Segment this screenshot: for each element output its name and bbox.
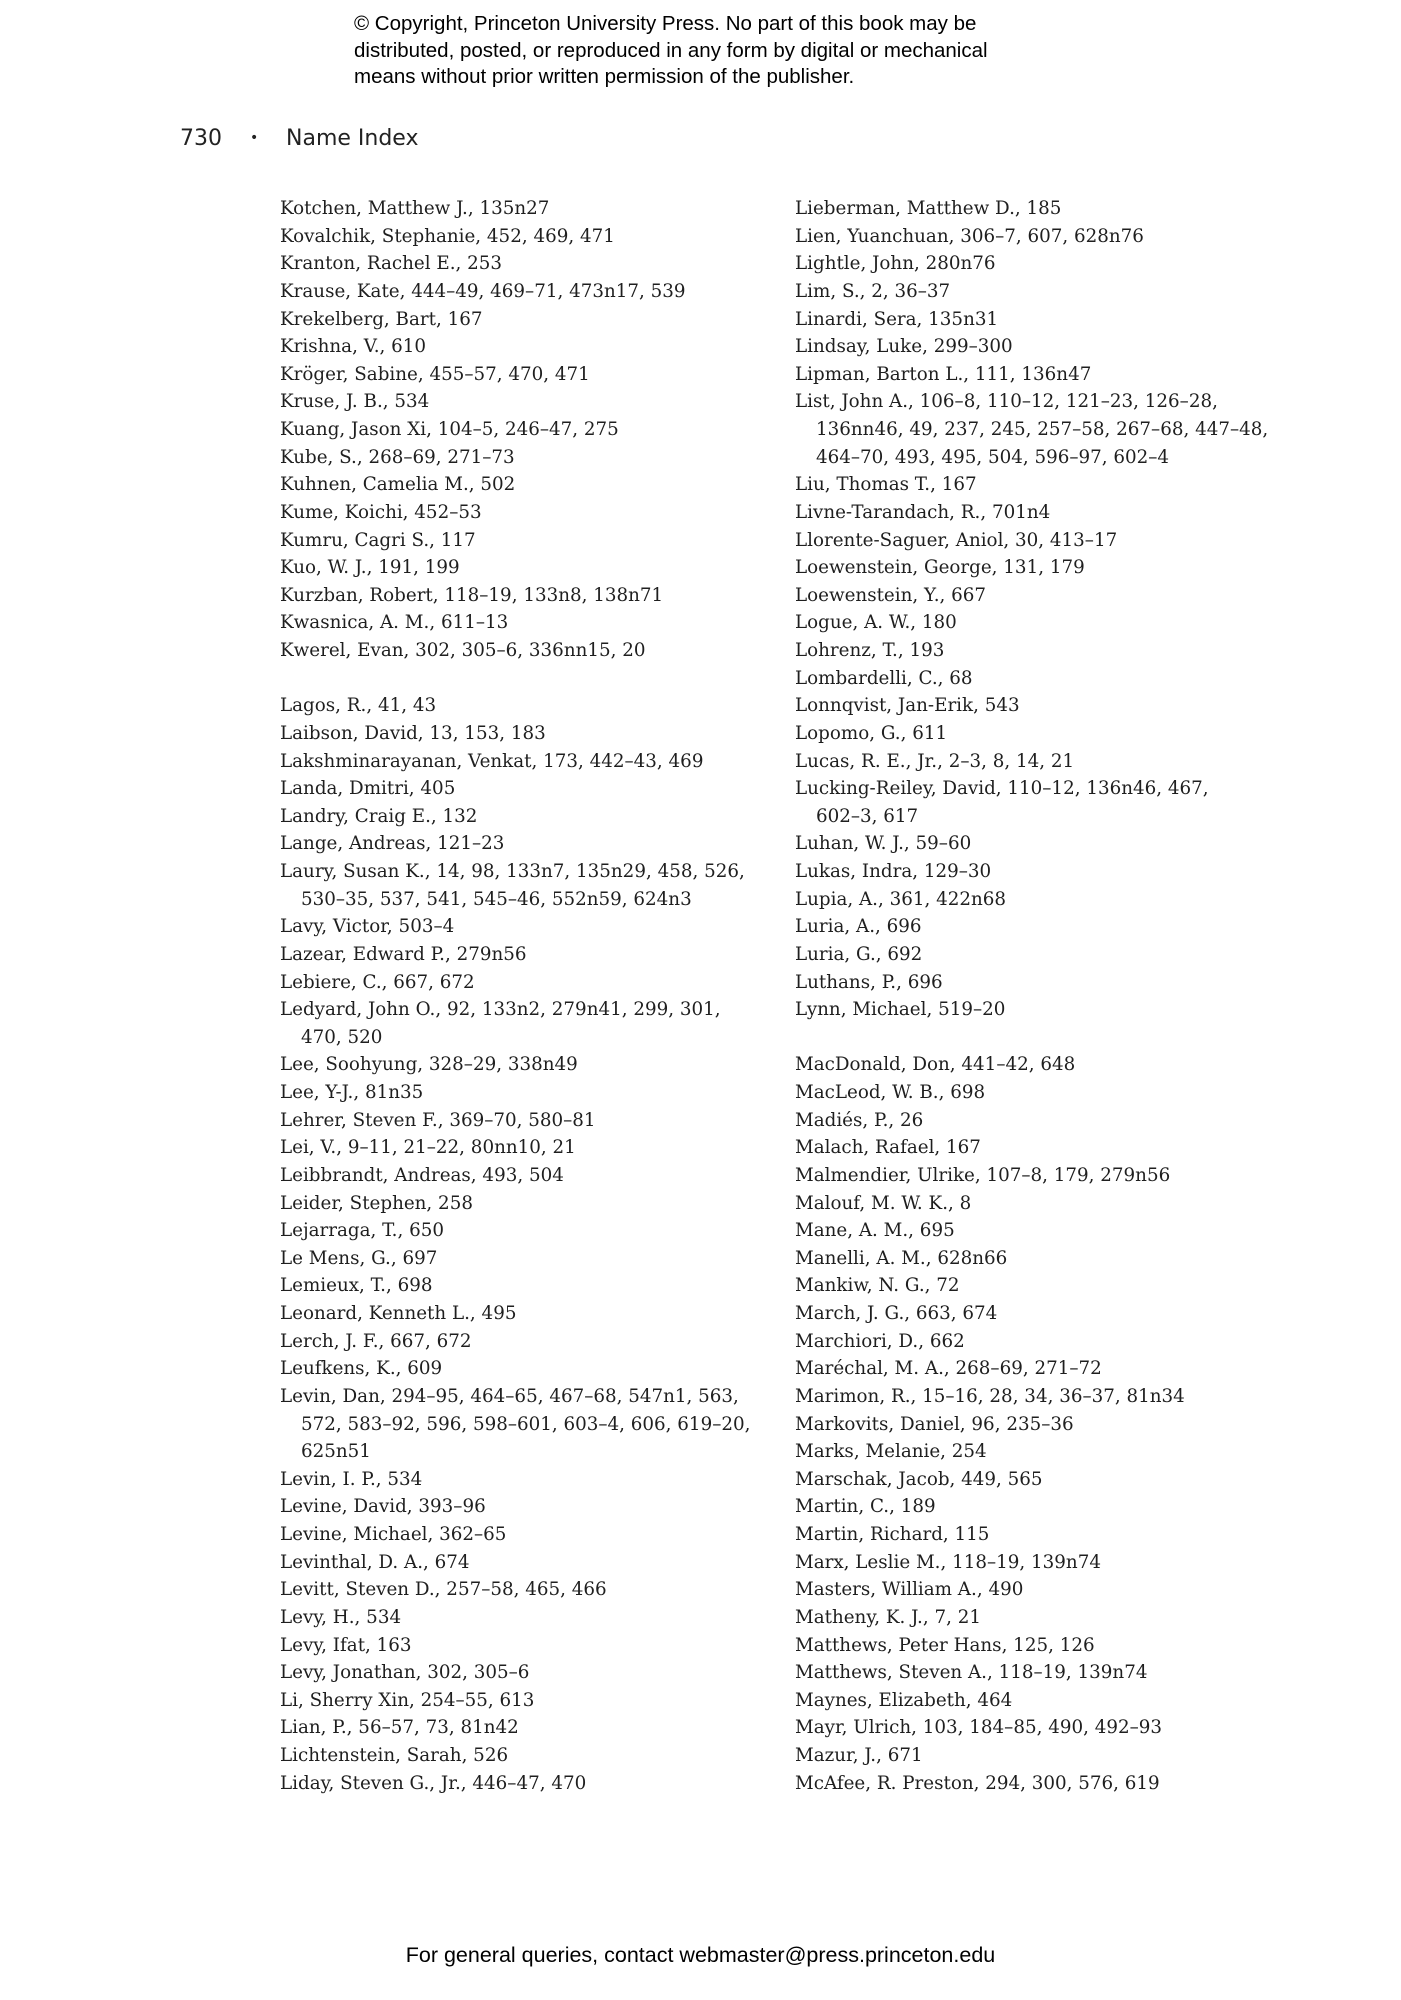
index-entry xyxy=(280,361,780,389)
index-entry xyxy=(795,1079,1295,1107)
index-entry-line: Lei, V., 9–11, 21–22, 80nn10, 21 xyxy=(280,1137,576,1159)
index-entry xyxy=(280,582,780,610)
index-entry xyxy=(280,1134,780,1162)
index-entry xyxy=(795,1272,1295,1300)
index-entry-line: Loewenstein, George, 131, 179 xyxy=(795,557,1085,579)
index-entry xyxy=(280,969,780,997)
index-entry xyxy=(280,1383,780,1466)
index-entry xyxy=(795,692,1295,720)
index-entry xyxy=(280,1687,780,1715)
index-entry xyxy=(795,996,1295,1024)
index-entry xyxy=(795,886,1295,914)
index-entry-line: Kwerel, Evan, 302, 305–6, 336nn15, 20 xyxy=(280,640,646,661)
index-entry-line: Marchiori, D., 662 xyxy=(795,1330,965,1352)
index-entry-line: Lakshminarayanan, Venkat, 173, 442–43, 469 xyxy=(280,750,704,772)
index-entry-line: Levin, Dan, 294–95, 464–65, 467–68, 547n1, 563, xyxy=(280,1385,739,1407)
index-entry xyxy=(795,830,1295,858)
index-entry xyxy=(280,223,780,251)
index-entry-line: Kwasnica, A. M., 611–13 xyxy=(280,612,509,634)
index-entry-line: Luthans, P., 696 xyxy=(795,971,943,993)
index-entry-line: Leonard, Kenneth L., 495 xyxy=(280,1303,517,1324)
index-entry-line: Madiés, P., 26 xyxy=(795,1109,924,1131)
index-entry-line: Malmendier, Ulrike, 107–8, 179, 279n56 xyxy=(795,1164,1171,1186)
index-entry-line: Lejarraga, T., 650 xyxy=(280,1220,444,1242)
index-entry xyxy=(280,1245,780,1273)
index-entry-line: Maynes, Elizabeth, 464 xyxy=(795,1689,1013,1711)
index-entry xyxy=(280,1659,780,1687)
index-entry-line: Lohrenz, T., 193 xyxy=(795,640,945,661)
index-entry xyxy=(280,1355,780,1383)
index-entry-line: Martin, Richard, 115 xyxy=(795,1524,990,1545)
index-entry-line: Mane, A. M., 695 xyxy=(795,1220,955,1242)
index-entry-line: Li, Sherry Xin, 254–55, 613 xyxy=(280,1689,535,1711)
index-entry xyxy=(795,223,1295,251)
index-entry-line: Levine, Michael, 362–65 xyxy=(280,1524,507,1545)
index-entry xyxy=(280,637,780,665)
index-column-left xyxy=(280,195,780,1797)
index-entry-line: Lynn, Michael, 519–20 xyxy=(795,999,1006,1021)
index-entry-line: Lightle, John, 280n76 xyxy=(795,253,996,275)
index-entry-line: Lehrer, Steven F., 369–70, 580–81 xyxy=(280,1109,596,1131)
index-entry xyxy=(280,1272,780,1300)
index-entry-line: Lerch, J. F., 667, 672 xyxy=(280,1330,472,1352)
index-entry xyxy=(280,830,780,858)
index-entry-line: Luria, G., 692 xyxy=(795,943,923,965)
index-entry-line: Levy, Ifat, 163 xyxy=(280,1634,412,1656)
index-entry xyxy=(795,1355,1295,1383)
index-entry xyxy=(795,554,1295,582)
index-entry xyxy=(280,1051,780,1079)
index-entry xyxy=(795,1493,1295,1521)
index-entry xyxy=(795,250,1295,278)
index-entry-line: Lim, S., 2, 36–37 xyxy=(795,280,951,302)
index-entry xyxy=(280,554,780,582)
index-entry xyxy=(280,1521,780,1549)
index-entry xyxy=(280,1632,780,1660)
index-entry xyxy=(280,306,780,334)
index-entry-line: Lipman, Barton L., 111, 136n47 xyxy=(795,363,1092,385)
index-entry-line: Kotchen, Matthew J., 135n27 xyxy=(280,198,550,219)
index-entry xyxy=(280,803,780,831)
index-entry-line: Lebiere, C., 667, 672 xyxy=(280,971,475,993)
index-entry-line: Kranton, Rachel E., 253 xyxy=(280,253,503,275)
index-entry-line: 464–70, 493, 495, 504, 596–97, 602–4 xyxy=(816,446,1170,468)
index-entry-line: Martin, C., 189 xyxy=(795,1496,936,1518)
index-entry-line: Lian, P., 56–57, 73, 81n42 xyxy=(280,1717,519,1739)
index-entry-line: Lupia, A., 361, 422n68 xyxy=(795,888,1007,910)
index-entry xyxy=(280,1217,780,1245)
index-entry xyxy=(280,278,780,306)
index-entry-line: 602–3, 617 xyxy=(816,805,919,827)
index-entry-line: Kuo, W. J., 191, 199 xyxy=(280,557,460,579)
index-entry-line: Laury, Susan K., 14, 98, 133n7, 135n29, 458, 526, xyxy=(280,861,745,882)
index-entry-line: Levin, I. P., 534 xyxy=(280,1468,423,1490)
index-entry xyxy=(795,195,1295,223)
copyright-line: means without prior written permission of the publisher. xyxy=(354,65,855,88)
index-entry-line: Ledyard, John O., 92, 133n2, 279n41, 299, 301, xyxy=(280,999,721,1021)
index-entry-line: Matthews, Peter Hans, 125, 126 xyxy=(795,1634,1095,1656)
index-entry xyxy=(280,499,780,527)
index-entry-line: 470, 520 xyxy=(301,1026,383,1048)
index-entry xyxy=(795,1134,1295,1162)
index-entry-line: Mazur, J., 671 xyxy=(795,1745,923,1766)
index-entry-line: Liday, Steven G., Jr., 446–47, 470 xyxy=(280,1772,587,1794)
index-entry xyxy=(795,527,1295,555)
index-entry xyxy=(280,1328,780,1356)
index-entry xyxy=(280,195,780,223)
index-entry xyxy=(795,1300,1295,1328)
index-entry-line: Logue, A. W., 180 xyxy=(795,612,957,634)
index-entry xyxy=(280,1493,780,1521)
index-entry-line: Marschak, Jacob, 449, 565 xyxy=(795,1468,1043,1490)
index-entry xyxy=(795,941,1295,969)
index-entry-line: Marks, Melanie, 254 xyxy=(795,1441,987,1463)
index-entry xyxy=(280,1714,780,1742)
index-entry-line: Kuhnen, Camelia M., 502 xyxy=(280,474,516,496)
index-entry xyxy=(795,1632,1295,1660)
index-entry xyxy=(280,692,780,720)
index-entry-line: Lazear, Edward P., 279n56 xyxy=(280,943,527,965)
index-entry-line: Marimon, R., 15–16, 28, 34, 36–37, 81n34 xyxy=(795,1385,1185,1407)
index-entry-line: Kuang, Jason Xi, 104–5, 246–47, 275 xyxy=(280,419,619,440)
index-entry xyxy=(795,720,1295,748)
index-entry xyxy=(795,1217,1295,1245)
index-entry-line: Le Mens, G., 697 xyxy=(280,1247,438,1269)
index-entry-line: Lange, Andreas, 121–23 xyxy=(280,833,505,855)
section-title: Name Index xyxy=(286,126,419,151)
index-entry-line: Lien, Yuanchuan, 306–7, 607, 628n76 xyxy=(795,225,1144,247)
index-entry xyxy=(280,858,780,913)
index-entry-line: Leufkens, K., 609 xyxy=(280,1358,443,1380)
index-entry xyxy=(795,609,1295,637)
index-entry xyxy=(280,1162,780,1190)
index-entry-line: MacDonald, Don, 441–42, 648 xyxy=(795,1054,1076,1076)
index-entry-line: March, J. G., 663, 674 xyxy=(795,1303,998,1324)
index-entry xyxy=(795,1770,1295,1798)
index-entry xyxy=(795,1521,1295,1549)
index-entry xyxy=(795,1162,1295,1190)
index-entry xyxy=(795,1466,1295,1494)
index-entry-line: Lee, Soohyung, 328–29, 338n49 xyxy=(280,1054,578,1076)
index-entry xyxy=(280,748,780,776)
copyright-notice xyxy=(354,11,1074,91)
index-entry-line: Loewenstein, Y., 667 xyxy=(795,584,987,606)
index-entry xyxy=(280,1604,780,1632)
index-entry xyxy=(795,1742,1295,1770)
index-entry-line: Lagos, R., 41, 43 xyxy=(280,695,437,717)
index-entry-line: Lindsay, Luke, 299–300 xyxy=(795,336,1013,358)
index-entry-line: Luhan, W. J., 59–60 xyxy=(795,833,972,855)
index-entry-line: Luria, A., 696 xyxy=(795,916,922,938)
index-entry-line: Krishna, V., 610 xyxy=(280,336,427,358)
index-entry xyxy=(280,775,780,803)
index-entry-line: Krause, Kate, 444–49, 469–71, 473n17, 539 xyxy=(280,280,686,302)
index-entry xyxy=(280,609,780,637)
index-entry xyxy=(280,1576,780,1604)
index-entry-line: Levinthal, D. A., 674 xyxy=(280,1551,470,1573)
index-entry-line: Kume, Koichi, 452–53 xyxy=(280,501,482,523)
index-entry-line: Matheny, K. J., 7, 21 xyxy=(795,1606,981,1628)
index-entry xyxy=(280,471,780,499)
index-entry-line: Kube, S., 268–69, 271–73 xyxy=(280,446,515,468)
index-entry-line: Lemieux, T., 698 xyxy=(280,1275,433,1297)
index-entry-line: Manelli, A. M., 628n66 xyxy=(795,1247,1008,1269)
index-entry-line: Lucking-Reiley, David, 110–12, 136n46, 467, xyxy=(795,778,1209,800)
index-entry-line: Levine, David, 393–96 xyxy=(280,1496,486,1518)
index-column-right xyxy=(795,195,1295,1797)
index-entry-line: Malach, Rafael, 167 xyxy=(795,1137,981,1159)
footer-contact: For general queries, contact webmaster@press.princeton.edu xyxy=(405,1943,996,1967)
index-entry-line: Leibbrandt, Andreas, 493, 504 xyxy=(280,1164,564,1186)
index-entry-line: Livne-Tarandach, R., 701n4 xyxy=(795,501,1051,523)
index-entry-line: Kumru, Cagri S., 117 xyxy=(280,529,476,551)
index-entry xyxy=(280,388,780,416)
index-entry-line: Kruse, J. B., 534 xyxy=(280,391,430,413)
index-entry-line: Lukas, Indra, 129–30 xyxy=(795,861,992,882)
index-entry xyxy=(280,1742,780,1770)
index-entry xyxy=(795,913,1295,941)
index-entry-line: Levitt, Steven D., 257–58, 465, 466 xyxy=(280,1579,607,1601)
index-entry xyxy=(795,1576,1295,1604)
index-entry-line: Landry, Craig E., 132 xyxy=(280,805,478,827)
index-entry-line: List, John A., 106–8, 110–12, 121–23, 126–28, xyxy=(795,391,1218,413)
index-entry-line: Lee, Y-J., 81n35 xyxy=(280,1082,424,1103)
index-entry-line: 625n51 xyxy=(301,1441,371,1463)
index-entry xyxy=(795,775,1295,830)
index-entry xyxy=(280,1770,780,1798)
index-entry xyxy=(795,499,1295,527)
index-entry-line: Krekelberg, Bart, 167 xyxy=(280,308,483,330)
index-entry xyxy=(280,1466,780,1494)
index-entry-line: Levy, Jonathan, 302, 305–6 xyxy=(280,1662,530,1684)
index-entry-line: Lonnqvist, Jan-Erik, 543 xyxy=(795,695,1020,717)
index-entry xyxy=(795,858,1295,886)
index-entry xyxy=(795,1714,1295,1742)
index-entry xyxy=(280,333,780,361)
index-entry xyxy=(280,1300,780,1328)
index-entry-line: Lieberman, Matthew D., 185 xyxy=(795,198,1062,219)
index-entry-line: Malouf, M. W. K., 8 xyxy=(795,1192,972,1214)
index-entry xyxy=(795,1328,1295,1356)
index-entry xyxy=(795,1107,1295,1135)
letter-group-gap xyxy=(280,665,780,693)
index-entry xyxy=(280,1107,780,1135)
index-entry xyxy=(280,416,780,444)
index-entry-line: Leider, Stephen, 258 xyxy=(280,1192,473,1214)
index-entry xyxy=(795,1438,1295,1466)
index-entry xyxy=(280,996,780,1051)
index-entry xyxy=(795,361,1295,389)
index-entry-line: Lombardelli, C., 68 xyxy=(795,667,973,689)
index-entry xyxy=(280,941,780,969)
index-entry xyxy=(280,720,780,748)
index-entry-line: Llorente-Saguer, Aniol, 30, 413–17 xyxy=(795,529,1118,551)
index-entry xyxy=(795,278,1295,306)
index-entry-line: Liu, Thomas T., 167 xyxy=(795,474,977,496)
index-entry xyxy=(795,471,1295,499)
index-entry xyxy=(280,1190,780,1218)
index-entry xyxy=(280,527,780,555)
index-entry xyxy=(280,250,780,278)
index-entry xyxy=(795,1245,1295,1273)
index-entry xyxy=(795,1411,1295,1439)
index-entry-line: MacLeod, W. B., 698 xyxy=(795,1082,986,1103)
index-entry xyxy=(795,1604,1295,1632)
index-entry-line: Laibson, David, 13, 153, 183 xyxy=(280,722,546,744)
index-entry xyxy=(280,913,780,941)
index-entry xyxy=(795,1051,1295,1079)
index-entry-line: Linardi, Sera, 135n31 xyxy=(795,308,999,330)
index-entry xyxy=(795,665,1295,693)
index-entry-line: Maréchal, M. A., 268–69, 271–72 xyxy=(795,1358,1102,1380)
index-entry-line: Kovalchik, Stephanie, 452, 469, 471 xyxy=(280,225,615,247)
index-entry xyxy=(795,1383,1295,1411)
index-entry-line: Marx, Leslie M., 118–19, 139n74 xyxy=(795,1551,1101,1573)
index-entry xyxy=(795,1687,1295,1715)
page-number: 730 xyxy=(180,126,222,151)
index-entry-line: Masters, William A., 490 xyxy=(795,1579,1024,1601)
index-entry xyxy=(795,582,1295,610)
copyright-line: © Copyright, Princeton University Press. No part of this book may be xyxy=(354,12,977,35)
index-entry-line: Kröger, Sabine, 455–57, 470, 471 xyxy=(280,363,590,385)
index-entry-line: 572, 583–92, 596, 598–601, 603–4, 606, 619–20, xyxy=(301,1413,751,1435)
index-entry-line: Lucas, R. E., Jr., 2–3, 8, 14, 21 xyxy=(795,750,1075,772)
index-entry xyxy=(795,1549,1295,1577)
index-entry xyxy=(795,969,1295,997)
index-entry-line: Mankiw, N. G., 72 xyxy=(795,1275,960,1297)
index-entry xyxy=(280,1079,780,1107)
letter-group-gap xyxy=(795,1024,1295,1052)
index-entry-line: Markovits, Daniel, 96, 235–36 xyxy=(795,1413,1074,1435)
index-entry xyxy=(795,306,1295,334)
index-entry xyxy=(795,1659,1295,1687)
index-entry xyxy=(280,1549,780,1577)
running-head xyxy=(180,126,418,151)
index-entry xyxy=(795,1190,1295,1218)
separator-bullet: • xyxy=(250,130,259,146)
index-entry-line: Matthews, Steven A., 118–19, 139n74 xyxy=(795,1662,1148,1684)
index-entry-line: Mayr, Ulrich, 103, 184–85, 490, 492–93 xyxy=(795,1717,1163,1739)
index-entry-line: 530–35, 537, 541, 545–46, 552n59, 624n3 xyxy=(301,888,692,910)
index-entry xyxy=(280,444,780,472)
index-entry xyxy=(795,388,1295,471)
index-entry xyxy=(795,333,1295,361)
index-entry xyxy=(795,748,1295,776)
index-entry-line: McAfee, R. Preston, 294, 300, 576, 619 xyxy=(795,1772,1160,1794)
index-entry-line: Lichtenstein, Sarah, 526 xyxy=(280,1745,509,1766)
index-entry-line: Levy, H., 534 xyxy=(280,1606,402,1628)
index-entry-line: Kurzban, Robert, 118–19, 133n8, 138n71 xyxy=(280,584,664,606)
index-entry-line: 136nn46, 49, 237, 245, 257–58, 267–68, 447–48, xyxy=(816,419,1269,440)
copyright-line: distributed, posted, or reproduced in any form by digital or mechanical xyxy=(354,38,988,62)
index-entry xyxy=(795,637,1295,665)
index-entry-line: Lopomo, G., 611 xyxy=(795,722,948,744)
index-entry-line: Lavy, Victor, 503–4 xyxy=(280,916,455,938)
index-entry-line: Landa, Dmitri, 405 xyxy=(280,778,456,800)
